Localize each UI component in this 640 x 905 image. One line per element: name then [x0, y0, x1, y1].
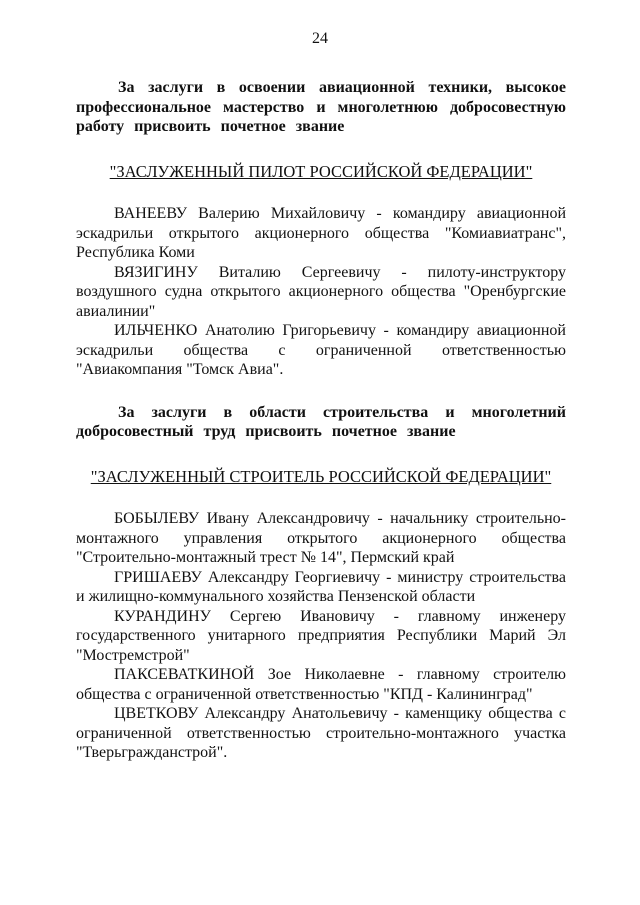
award-list-builder: [76, 509, 566, 763]
award-entry: ВЯЗИГИНУ Виталию Сергеевичу - пилоту-инструктору воздушного судна открытого акционерного общества "Оренбургские авиалинии": [76, 263, 566, 320]
document-body: [76, 78, 566, 763]
award-entry: БОБЫЛЕВУ Ивану Александровичу - начальнику строительно-монтажного управления открытого акционерного общества "Строительно-монтажный трест № 14", Пермский край: [76, 510, 566, 566]
award-list-pilot: [76, 204, 566, 380]
award-entry: ВАНЕЕВУ Валерию Михайловичу - командиру авиационной эскадрильи открытого акционерного общества "Комиавиатранс", Республика Коми: [76, 205, 566, 261]
section-preamble-builder: За заслуги в области строительства и многолетний добросовестный труд присвоить почетное звание: [76, 403, 566, 440]
honorary-title-builder: "ЗАСЛУЖЕННЫЙ СТРОИТЕЛЬ РОССИЙСКОЙ ФЕДЕРАЦИИ": [90, 466, 552, 486]
award-entry: ГРИШАЕВУ Александру Георгиевичу - министру строительства и жилищно-коммунального хозяйства Пензенской области: [76, 568, 566, 605]
award-entry: ИЛЬЧЕНКО Анатолию Григорьевичу - командиру авиационной эскадрильи общества с ограниченной ответственностью "Авиакомпания "Томск Авиа".: [76, 322, 566, 378]
award-entry: КУРАНДИНУ Сергею Ивановичу - главному инженеру государственного унитарного предприятия Республики Марий Эл "Мостремстрой": [76, 607, 566, 664]
section-preamble-pilot: За заслуги в освоении авиационной техники, высокое профессиональное мастерство и многолетнюю добросовестную работу присвоить почетное звание: [76, 79, 566, 135]
award-entry: ЦВЕТКОВУ Александру Анатольевичу - каменщику общества с ограниченной ответственностью строительно-монтажного участка "Тверьгражданстрой".: [76, 705, 566, 761]
award-entry: ПАКСЕВАТКИНОЙ Зое Николаевне - главному строителю общества с ограниченной ответственностью "КПД - Калининград": [76, 666, 566, 703]
page-number: 24: [312, 30, 328, 47]
honorary-title-pilot: "ЗАСЛУЖЕННЫЙ ПИЛОТ РОССИЙСКОЙ ФЕДЕРАЦИИ": [109, 161, 533, 181]
